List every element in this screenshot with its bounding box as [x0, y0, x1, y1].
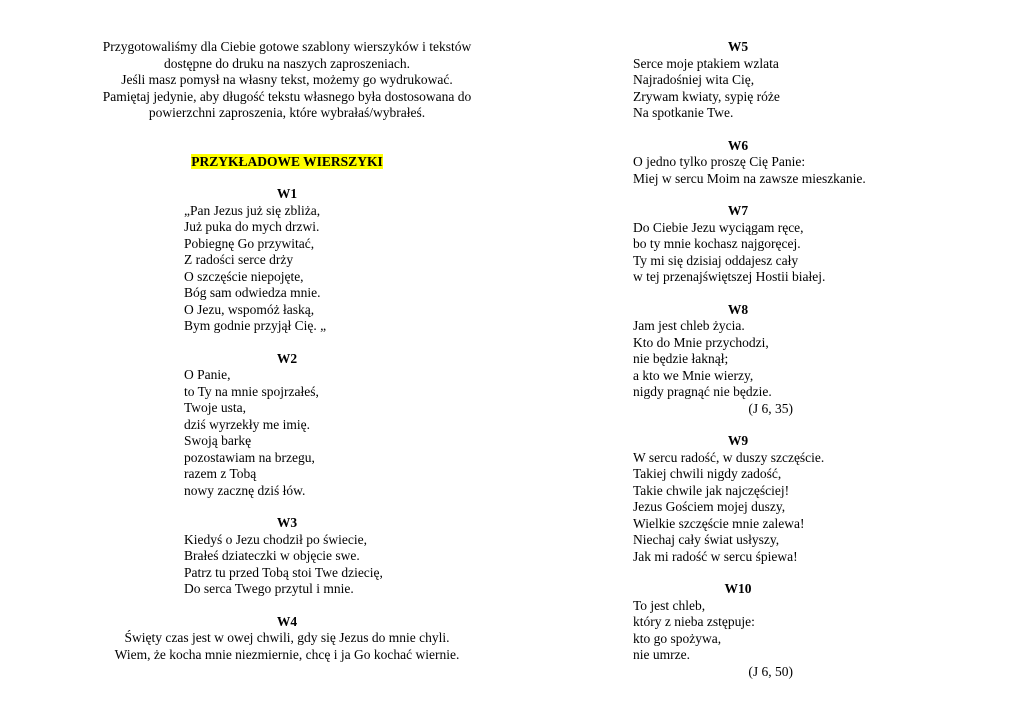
- poem-line: kto go spożywa,: [633, 630, 722, 646]
- poem-title: W3: [276, 515, 298, 530]
- poem-line: Kto do Mnie przychodzi,: [633, 334, 769, 350]
- poem-line: Zrywam kwiaty, sypię róże: [633, 88, 780, 104]
- poem-line: Już puka do mych drzwi.: [184, 219, 320, 234]
- poem-line: Jak mi radość w sercu śpiewa!: [633, 548, 798, 564]
- poem-line: Niechaj cały świat usłyszy,: [633, 532, 780, 547]
- poem-line: Bóg sam odwiedza mnie.: [184, 285, 321, 300]
- poem-title: W2: [276, 350, 298, 366]
- poem-lines: [633, 56, 843, 122]
- poem-line: Wielkie szczęście mnie zalewa!: [633, 515, 805, 531]
- poem-title: W9: [727, 433, 749, 448]
- poem-line: Ty mi się dzisiaj oddajesz cały: [633, 252, 799, 268]
- poem-line: to Ty na mnie spojrzałeś,: [184, 383, 319, 399]
- poem-line: razem z Tobą: [184, 466, 257, 481]
- poem-w3: [80, 515, 494, 598]
- poem-line: nie będzie łaknął;: [633, 351, 729, 366]
- poem-line: To jest chleb,: [633, 597, 706, 613]
- poem-line: Takiej chwili nigdy zadość,: [633, 466, 782, 481]
- right-column: [633, 39, 866, 680]
- poem-line: „Pan Jezus już się zbliża,: [184, 202, 321, 218]
- poem-line: Brałeś dziateczki w objęcie swe.: [184, 548, 360, 563]
- poem-title: W7: [727, 203, 749, 218]
- poem-line: Takie chwile jak najczęściej!: [633, 482, 790, 498]
- poem-line: Z radości serce drży: [184, 252, 294, 267]
- poem-line: Najradośniej wita Cię,: [633, 72, 755, 87]
- poem-lines: [633, 598, 843, 681]
- poem-line: Patrz tu przed Tobą stoi Twe dziecię,: [184, 564, 383, 580]
- poem-line: bo ty mnie kochasz najgoręcej.: [633, 236, 801, 251]
- poem-line: pozostawiam na brzegu,: [184, 449, 315, 465]
- poem-lines: [80, 630, 494, 663]
- intro-text: [80, 39, 494, 122]
- intro-line: Jeśli masz pomysł na własny tekst, możemy go wydrukować.: [121, 72, 453, 87]
- poem-line: Miej w sercu Moim na zawsze mieszkanie.: [633, 170, 866, 186]
- poem-lines: [80, 203, 494, 335]
- poem-title: W5: [727, 39, 749, 54]
- poem-w8: [633, 302, 843, 418]
- left-column: [80, 39, 494, 663]
- section-heading-text: PRZYKŁADOWE WIERSZYKI: [191, 153, 383, 169]
- poem-line: nigdy pragnąć nie będzie.: [633, 384, 772, 399]
- poem-line: Święty czas jest w owej chwili, gdy się Jezus do mnie chyli.: [124, 630, 450, 645]
- poem-title: W6: [727, 137, 749, 153]
- poem-line: który z nieba zstępuje:: [633, 614, 755, 629]
- poem-line: Serce moje ptakiem wzlata: [633, 55, 779, 71]
- poem-lines: [80, 532, 494, 598]
- poem-title: W1: [276, 186, 298, 201]
- poem-line: a kto we Mnie wierzy,: [633, 367, 754, 383]
- poem-line: Jezus Gościem mojej duszy,: [633, 499, 786, 514]
- intro-line: dostępne do druku na naszych zaproszeniach.: [164, 55, 410, 71]
- poem-title: W10: [724, 581, 752, 596]
- poem-lines: [80, 367, 494, 499]
- poem-lines: [633, 220, 843, 286]
- poem-line: nowy zacznę dziś łów.: [184, 482, 306, 498]
- poem-w7: [633, 203, 843, 286]
- poem-line: Pobiegnę Go przywitać,: [184, 235, 315, 251]
- intro-line: Pamiętaj jedynie, aby długość tekstu własnego była dostosowana do: [102, 88, 472, 104]
- poem-w9: [633, 433, 843, 565]
- poem-line: Do serca Twego przytul i mnie.: [184, 581, 354, 596]
- intro-line: powierzchni zaproszenia, które wybrałaś/wybrałeś.: [148, 105, 426, 120]
- poem-line: O Panie,: [184, 367, 231, 382]
- poem-line: O jedno tylko proszę Cię Panie:: [633, 154, 806, 169]
- poem-line: Bym godnie przyjął Cię. „: [184, 318, 327, 333]
- poem-line: Jam jest chleb życia.: [633, 318, 745, 333]
- poem-title: W4: [276, 613, 298, 629]
- poem-w5: [633, 39, 843, 122]
- poem-line: Na spotkanie Twe.: [633, 105, 734, 120]
- poem-w4: [80, 614, 494, 664]
- poem-line: Twoje usta,: [184, 400, 247, 415]
- poem-line: Swoją barkę: [184, 433, 252, 448]
- poem-lines: [633, 154, 866, 187]
- bible-reference: (J 6, 35): [748, 400, 793, 416]
- poem-line: Wiem, że kocha mnie niezmiernie, chcę i ja Go kochać wiernie.: [114, 646, 460, 662]
- poem-w2: [80, 351, 494, 500]
- poem-line: w tej przenajświętszej Hostii białej.: [633, 269, 826, 284]
- poem-lines: [633, 318, 843, 417]
- poem-w10: [633, 581, 843, 680]
- poem-line: dziś wyrzekły me imię.: [184, 416, 310, 432]
- poem-title: W8: [727, 301, 749, 317]
- poem-lines: [633, 450, 843, 566]
- poem-line: Kiedyś o Jezu chodził po świecie,: [184, 531, 367, 547]
- bible-reference: (J 6, 50): [748, 663, 793, 679]
- poem-line: O szczęście niepojęte,: [184, 268, 304, 284]
- poem-line: O Jezu, wspomóż łaską,: [184, 301, 315, 317]
- poem-w6: [633, 137, 866, 188]
- section-heading: [80, 154, 494, 171]
- poem-line: W sercu radość, w duszy szczęście.: [633, 449, 825, 465]
- poem-line: Do Ciebie Jezu wyciągam ręce,: [633, 219, 804, 235]
- intro-line: Przygotowaliśmy dla Ciebie gotowe szablony wierszyków i tekstów: [102, 39, 472, 54]
- poem-w1: [80, 186, 494, 335]
- poem-line: nie umrze.: [633, 647, 690, 662]
